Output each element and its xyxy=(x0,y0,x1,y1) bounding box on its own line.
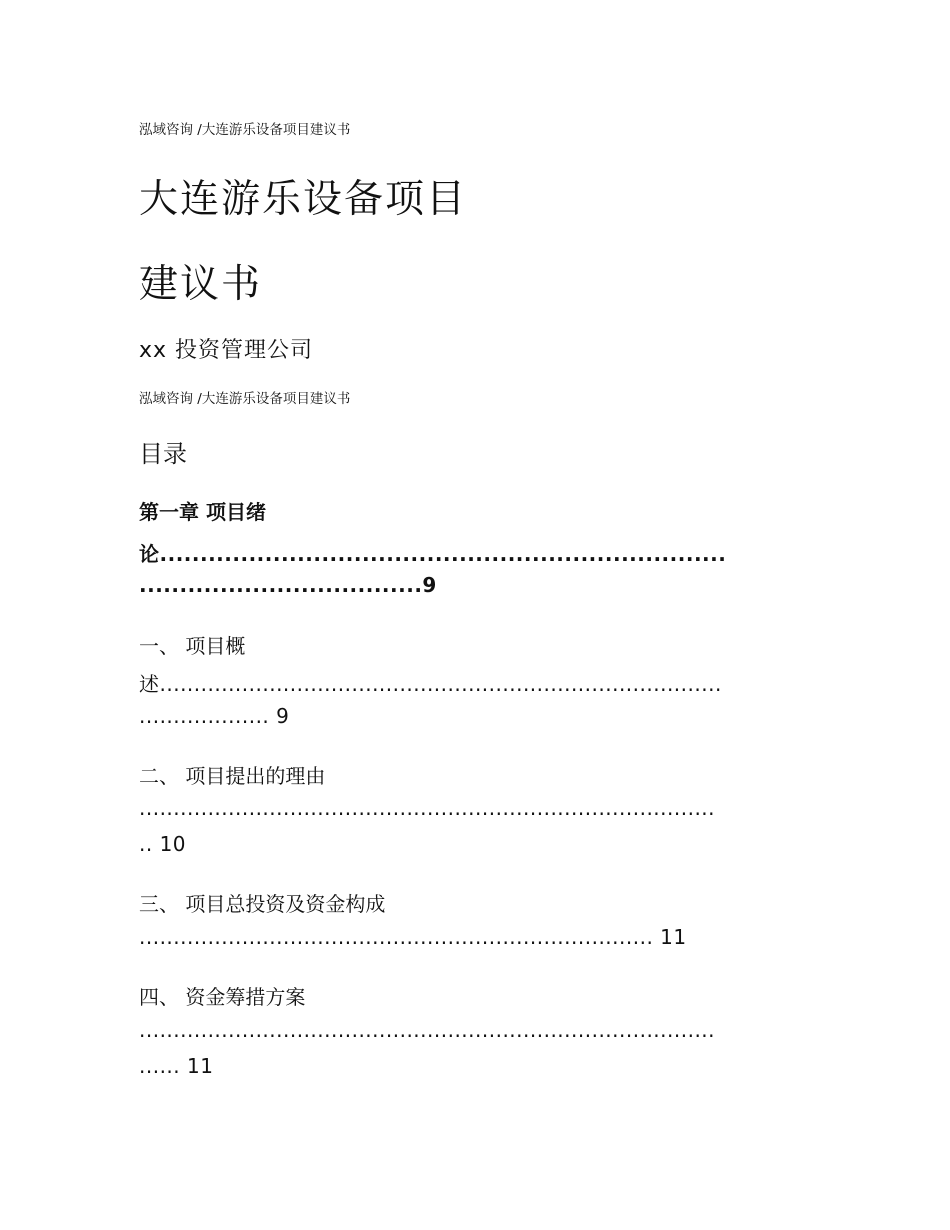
toc-chapter-1-title[interactable]: 第一章 项目绪 xyxy=(139,500,266,524)
document-title-line-1: 大连游乐设备项目 xyxy=(139,177,468,222)
toc-section-1-leader[interactable]: 述.................................................................................. xyxy=(139,672,722,696)
toc-section-2-page[interactable]: .. 10 xyxy=(139,832,187,856)
toc-section-4-leader[interactable]: .................................................................................... xyxy=(139,1018,716,1042)
toc-section-3-leader-page[interactable]: ........................................................................... 11 xyxy=(139,925,687,949)
toc-section-2-leader[interactable]: .................................................................................... xyxy=(139,796,716,820)
toc-chapter-1-page[interactable]: ...................................9 xyxy=(139,573,437,597)
document-title-line-2: 建议书 xyxy=(139,262,263,307)
toc-section-4-title[interactable]: 四、 资金筹措方案 xyxy=(139,985,306,1009)
toc-section-1-page[interactable]: ................... 9 xyxy=(139,704,290,728)
toc-section-1-title[interactable]: 一、 项目概 xyxy=(139,634,246,658)
toc-chapter-1-leader[interactable]: 论...................................................................... xyxy=(139,542,727,566)
toc-section-4-page[interactable]: ...... 11 xyxy=(139,1054,214,1078)
toc-section-2-title[interactable]: 二、 项目提出的理由 xyxy=(139,764,326,788)
toc-section-3-title[interactable]: 三、 项目总投资及资金构成 xyxy=(139,892,386,916)
toc-heading: 目录 xyxy=(139,440,187,468)
company-name: xx 投资管理公司 xyxy=(139,338,314,363)
running-header: 泓域咨询 /大连游乐设备项目建议书 xyxy=(139,391,351,407)
running-header: 泓域咨询 /大连游乐设备项目建议书 xyxy=(139,122,351,138)
